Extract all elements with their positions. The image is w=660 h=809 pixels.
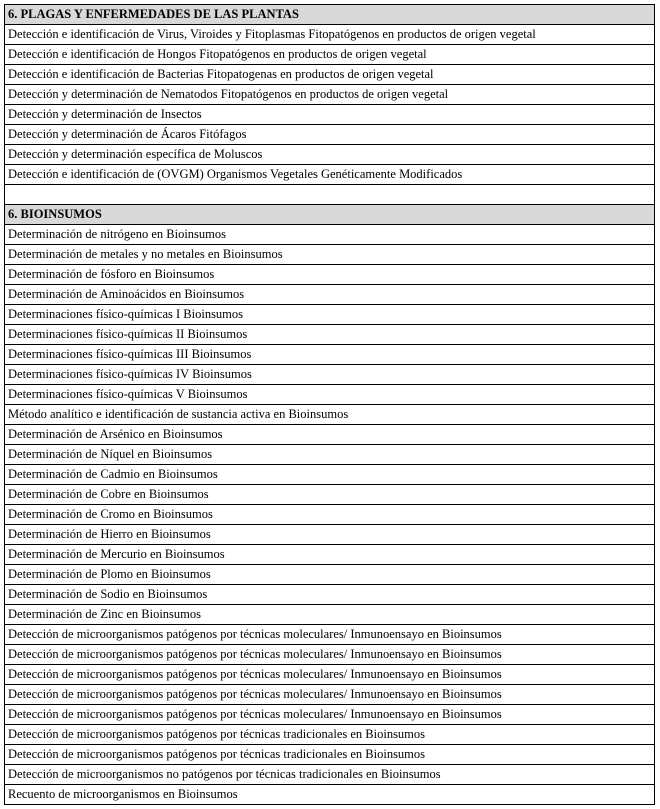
table-row [5,565,655,585]
table-cell: Determinación de Aminoácidos en Bioinsumos [5,285,655,305]
section-header-row [5,205,655,225]
table-cell: Detección de microorganismos patógenos por técnicas moleculares/ Inmunoensayo en Bioinsumos [5,665,655,685]
table-cell: Determinación de Cobre en Bioinsumos [5,485,655,505]
table-row [5,65,655,85]
table-row [5,345,655,365]
table-row [5,645,655,665]
table-cell: Detección e identificación de Hongos Fitopatógenos en productos de origen vegetal [5,45,655,65]
table-row [5,725,655,745]
table-row [5,45,655,65]
table-row [5,445,655,465]
table-cell: Determinación de fósforo en Bioinsumos [5,265,655,285]
table-cell: Detección de microorganismos patógenos por técnicas moleculares/ Inmunoensayo en Bioinsumos [5,685,655,705]
table-cell: Detección de microorganismos no patógenos por técnicas tradicionales en Bioinsumos [5,765,655,785]
table-cell: Detección de microorganismos patógenos por técnicas tradicionales en Bioinsumos [5,725,655,745]
table-row [5,385,655,405]
table-cell: Determinación de Hierro en Bioinsumos [5,525,655,545]
table-row [5,125,655,145]
table-cell: Recuento de microorganismos en Bioinsumos [5,785,655,805]
table-row [5,485,655,505]
table-cell: Método analítico e identificación de sustancia activa en Bioinsumos [5,405,655,425]
document-table-container [4,4,655,805]
services-table-body [5,5,655,805]
table-row [5,25,655,45]
table-row [5,505,655,525]
table-row [5,685,655,705]
table-cell: Detección de microorganismos patógenos por técnicas moleculares/ Inmunoensayo en Bioinsumos [5,645,655,665]
table-cell: Determinación de Níquel en Bioinsumos [5,445,655,465]
table-row [5,525,655,545]
table-cell: Determinaciones físico-químicas II Bioinsumos [5,325,655,345]
table-cell: Detección de microorganismos patógenos por técnicas moleculares/ Inmunoensayo en Bioinsumos [5,705,655,725]
blank-cell [5,185,655,205]
table-cell: Detección y determinación de Nematodos Fitopatógenos en productos de origen vegetal [5,85,655,105]
table-row [5,545,655,565]
table-row [5,765,655,785]
table-cell: Determinación de Zinc en Bioinsumos [5,605,655,625]
section-title: 6. BIOINSUMOS [5,205,655,225]
table-row [5,665,655,685]
table-cell: Determinación de Sodio en Bioinsumos [5,585,655,605]
table-row [5,365,655,385]
table-row [5,605,655,625]
table-row [5,305,655,325]
table-row [5,785,655,805]
table-cell: Determinación de Mercurio en Bioinsumos [5,545,655,565]
table-cell: Detección y determinación de Ácaros Fitófagos [5,125,655,145]
table-cell: Detección e identificación de Virus, Viroides y Fitoplasmas Fitopatógenos en productos de origen vegetal [5,25,655,45]
table-row [5,745,655,765]
table-cell: Determinación de Arsénico en Bioinsumos [5,425,655,445]
table-row [5,285,655,305]
table-cell: Detección y determinación de Insectos [5,105,655,125]
table-cell: Determinación de Plomo en Bioinsumos [5,565,655,585]
table-cell: Determinaciones físico-químicas IV Bioinsumos [5,365,655,385]
table-row [5,265,655,285]
table-row [5,245,655,265]
table-row [5,585,655,605]
table-cell: Detección e identificación de Bacterias Fitopatogenas en productos de origen vegetal [5,65,655,85]
table-row [5,465,655,485]
table-row [5,325,655,345]
table-row [5,225,655,245]
table-row [5,705,655,725]
table-cell: Determinaciones físico-químicas III Bioinsumos [5,345,655,365]
table-cell: Determinación de Cadmio en Bioinsumos [5,465,655,485]
table-cell: Detección de microorganismos patógenos por técnicas moleculares/ Inmunoensayo en Bioinsumos [5,625,655,645]
table-cell: Detección e identificación de (OVGM) Organismos Vegetales Genéticamente Modificados [5,165,655,185]
section-header-row [5,5,655,25]
table-cell: Determinación de Cromo en Bioinsumos [5,505,655,525]
table-row [5,625,655,645]
table-row [5,145,655,165]
table-cell: Determinación de metales y no metales en Bioinsumos [5,245,655,265]
table-cell: Determinaciones físico-químicas V Bioinsumos [5,385,655,405]
table-row [5,165,655,185]
section-title: 6. PLAGAS Y ENFERMEDADES DE LAS PLANTAS [5,5,655,25]
table-row [5,405,655,425]
table-cell: Determinación de nitrógeno en Bioinsumos [5,225,655,245]
table-row [5,85,655,105]
table-row [5,425,655,445]
services-table [4,4,655,805]
table-cell: Determinaciones físico-químicas I Bioinsumos [5,305,655,325]
table-cell: Detección y determinación específica de Moluscos [5,145,655,165]
table-row [5,105,655,125]
table-cell: Detección de microorganismos patógenos por técnicas tradicionales en Bioinsumos [5,745,655,765]
blank-row [5,185,655,205]
